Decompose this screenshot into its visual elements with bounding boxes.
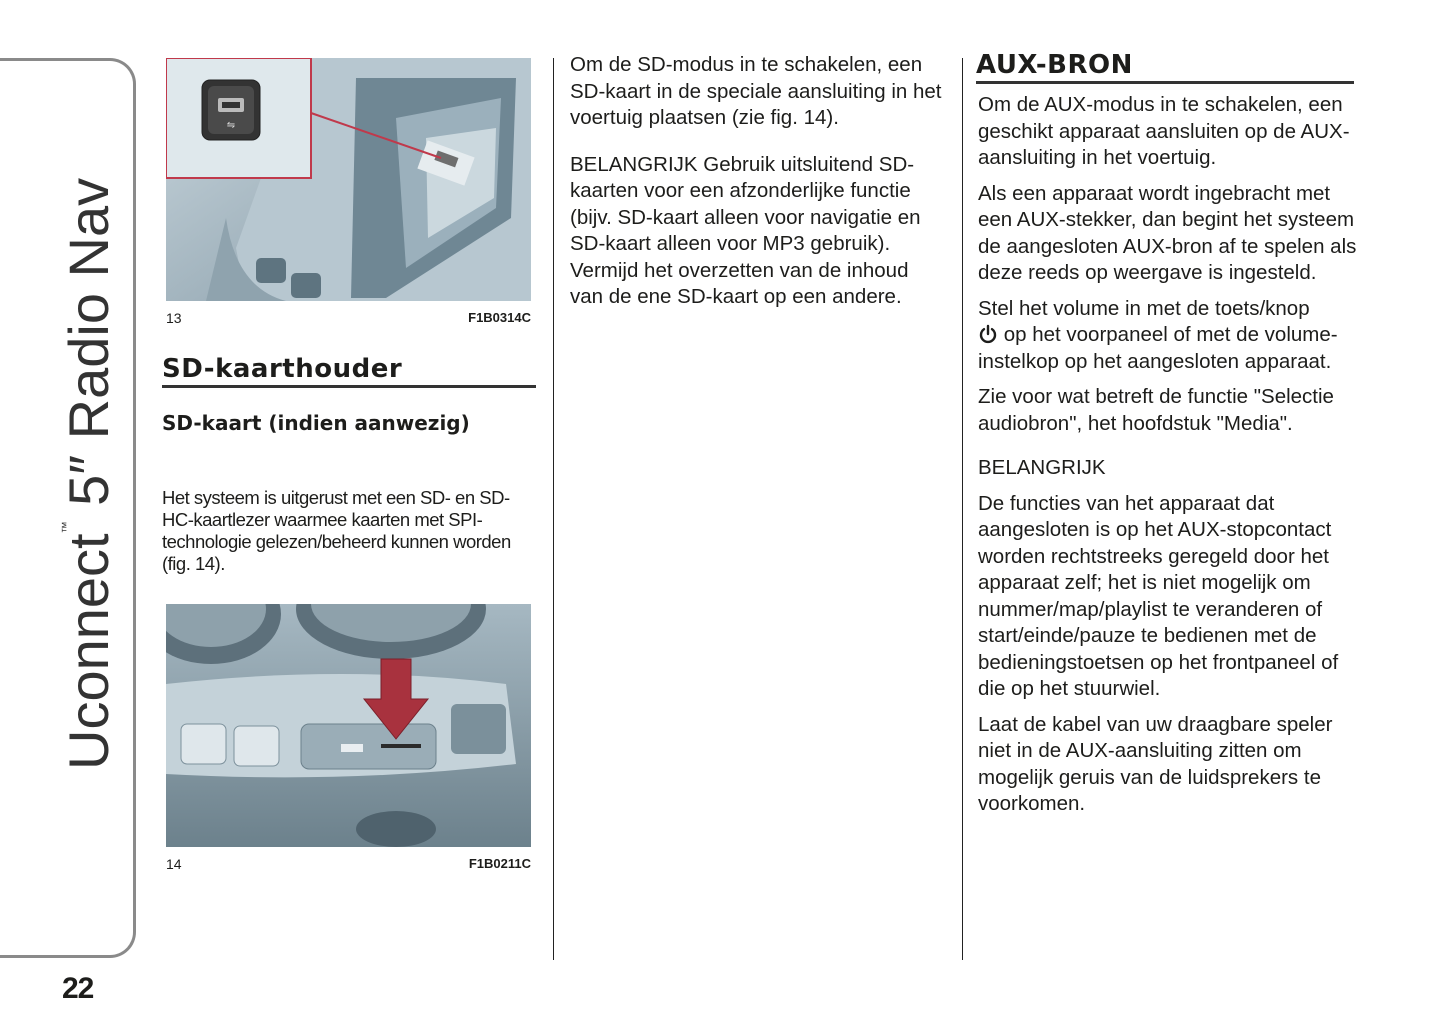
figure-13-console-usb bbox=[166, 58, 531, 301]
column-divider-2 bbox=[962, 58, 963, 960]
trademark-mark: ™ bbox=[59, 521, 73, 534]
column-divider-1 bbox=[553, 58, 554, 960]
volume-paragraph bbox=[978, 296, 1358, 376]
figure-14-code: F1B0211C bbox=[468, 856, 531, 871]
column-2 bbox=[570, 52, 945, 331]
dashboard-illustration bbox=[166, 604, 531, 847]
figure-14-number: 14 bbox=[166, 856, 182, 872]
sd-important-paragraph: BELANGRIJK Gebruik uitsluitend SD-kaarten voor een afzonderlijke functie (bijv. SD-kaart alleen voor navigatie en SD-kaart alleen voor MP3 gebruik). Vermijd het overzetten van de inhoud van de ene SD-kaart op een andere. bbox=[570, 152, 921, 308]
usb-icon: ⇋ bbox=[226, 120, 236, 131]
important-label: BELANGRIJK bbox=[978, 456, 1106, 479]
aux-plug-paragraph: Als een apparaat wordt ingebracht met een AUX-stekker, dan begint het systeem de aangesloten AUX-bron af te spelen als deze reeds op weergave is ingesteld. bbox=[978, 181, 1357, 284]
chapter-title-main: Uconnect bbox=[57, 533, 120, 770]
sd-paragraph: Het systeem is uitgerust met een SD- en SD-HC-kaartlezer waarmee kaarten met SPI-technologie gelezen/beheerd kunnen worden (fig. 14). bbox=[162, 487, 511, 574]
chapter-title bbox=[57, 170, 120, 770]
audio-source-paragraph: Zie voor wat betreft de functie "Selectie audiobron", het hoofdstuk "Media". bbox=[978, 385, 1334, 435]
power-icon bbox=[978, 324, 998, 344]
page-number: 22 bbox=[62, 972, 94, 1005]
chapter-title-rest: 5″ Radio Nav bbox=[57, 177, 120, 522]
aux-functions-paragraph: De functies van het apparaat dat aangesloten is op het AUX-stopcontact worden rechtstreeks geregeld door het apparaat zelf; het is niet mogelijk om nummer/map/playlist te veranderen of start/einde/pauze te bedienen met de bedieningstoetsen op het frontpaneel of die op het stuurwiel. bbox=[978, 491, 1339, 700]
aux-cable-paragraph: Laat de kabel van uw draagbare speler niet in de AUX-aansluiting zitten om mogelijk geruis van de luidsprekers te voorkomen. bbox=[978, 712, 1333, 815]
heading-sd-kaarthouder: SD-kaarthouder bbox=[162, 354, 536, 388]
figure-14-sd-slot bbox=[166, 604, 531, 847]
volume-text-after: op het voorpaneel of met de volume-instelkop op het aangesloten apparaat. bbox=[978, 323, 1338, 373]
heading-aux-bron: AUX-BRON bbox=[976, 50, 1354, 84]
figure-13-code: F1B0314C bbox=[468, 310, 531, 325]
subheading-sd-kaart: SD-kaart (indien aanwezig) bbox=[162, 411, 470, 435]
aux-mode-paragraph: Om de AUX-modus in te schakelen, een geschikt apparaat aansluiten op de AUX-aansluiting in het voertuig. bbox=[978, 93, 1350, 169]
figure-13-number: 13 bbox=[166, 310, 182, 326]
column-3 bbox=[978, 92, 1358, 827]
console-illustration bbox=[166, 58, 531, 301]
figure-14-caption bbox=[166, 856, 531, 872]
sd-mode-paragraph: Om de SD-modus in te schakelen, een SD-kaart in de speciale aansluiting in het voertuig plaatsen (zie fig. 14). bbox=[570, 53, 942, 129]
volume-text-before: Stel het volume in met de toets/knop bbox=[978, 296, 1310, 320]
figure-13-caption bbox=[166, 310, 531, 326]
